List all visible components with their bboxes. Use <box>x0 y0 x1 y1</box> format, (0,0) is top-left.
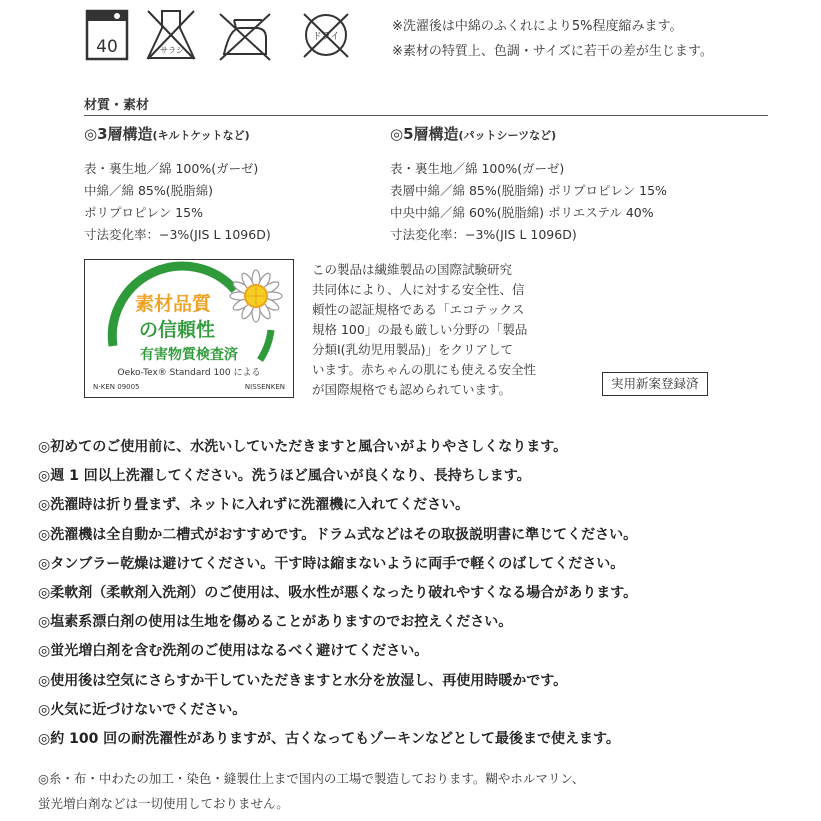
footer-line: ◎糸・布・中わたの加工・染色・縫製仕上まで国内の工場で製造しております。糊やホルマリン、 <box>38 771 585 786</box>
five-layer-heading <box>390 122 667 148</box>
three-layer-heading <box>84 122 271 148</box>
spec-line: 中央中綿／綿 60%(脱脂綿) ポリエステル 40% <box>390 205 654 220</box>
note-line: ※素材の特質上、色調・サイズに若干の差が生じます。 <box>392 44 713 59</box>
description-line: が国際規格でも認められています。 <box>312 382 512 397</box>
care-item: ◎週 1 回以上洗濯してください。洗うほど風合いが良くなり、長持ちします。 <box>38 468 531 485</box>
dryclean-label: ドライ <box>312 32 340 42</box>
three-layer-spec <box>84 122 271 246</box>
spec-line: 寸法変化率：−3%(JIS L 1096D) <box>84 227 271 242</box>
logo-banner: 有害物質検査済 <box>140 347 238 363</box>
care-item: ◎火気に近づけないでください。 <box>38 701 247 718</box>
logo-standard: Oeko-Tex® Standard 100 による <box>117 368 261 378</box>
care-item: ◎使用後は空気にさらすか干していただきますと水分を放湿し、再使用時暖かです。 <box>38 672 568 689</box>
logo-line-2: の信頼性 <box>139 319 216 341</box>
materials-title: 材質・素材 <box>84 98 150 113</box>
logo-line-1: 素材品質 <box>135 293 212 315</box>
footer-line: 蛍光増白剤などは一切使用しておりません。 <box>38 796 289 811</box>
description-line: 規格 100」の最も厳しい分野の「製品 <box>312 322 528 337</box>
care-item: ◎洗濯時は折り畳まず、ネットに入れずに洗濯機に入れてください。 <box>38 497 470 514</box>
description-line: 分類Ⅰ(乳幼児用製品)」をクリアして <box>312 342 513 357</box>
registered-badge: 実用新案登録済 <box>602 372 708 396</box>
logo-org: NISSENKEN <box>244 383 285 391</box>
spec-line: 寸法変化率：−3%(JIS L 1096D) <box>390 227 577 242</box>
no-iron-icon <box>220 14 270 60</box>
description-line: 共同体により、人に対する安全性、信 <box>312 282 525 297</box>
logo-code: N-KEN 09005 <box>93 383 140 391</box>
spec-line: 表・裏生地／綿 100%(ガーゼ) <box>84 161 259 176</box>
oeko-description <box>312 260 536 400</box>
care-item: ◎タンブラー乾燥は避けてください。干す時は縮まないように両手で軽くのばしてください。 <box>38 555 625 572</box>
care-instructions <box>38 433 637 754</box>
spec-line: ポリプロピレン 15% <box>84 205 203 220</box>
care-item: ◎柔軟剤（柔軟剤入洗剤）のご使用は、吸水性が悪くなったり破れやすくなる場合があります。 <box>38 585 638 602</box>
wash-40-icon <box>87 11 127 59</box>
three-layer-subtitle: (キルトケットなど) <box>152 129 250 142</box>
shrink-notes <box>392 14 713 64</box>
description-line: この製品は繊維製品の国際試験研究 <box>312 262 513 277</box>
spec-line: 表・裏生地／綿 100%(ガーゼ) <box>390 161 565 176</box>
wash-temp-label: 40 <box>96 37 118 57</box>
five-layer-spec <box>390 122 667 246</box>
care-item: ◎洗濯機は全自動か二槽式がおすすめです。ドラム式などはその取扱説明書に準じてください。 <box>38 526 638 543</box>
description-line: います。赤ちゃんの肌にも使える安全性 <box>312 362 537 377</box>
five-layer-title: ◎5層構造 <box>390 125 459 143</box>
bleach-label: サラシ <box>160 46 184 55</box>
spec-line: 表層中綿／綿 85%(脱脂綿) ポリプロピレン 15% <box>390 183 667 198</box>
care-item: ◎塩素系漂白剤の使用は生地を傷めることがありますのでお控えください。 <box>38 614 513 631</box>
three-layer-title: ◎3層構造 <box>84 125 153 143</box>
care-item: ◎蛍光増白剤を含む洗剤のご使用はなるべく避けてください。 <box>38 643 429 660</box>
description-line: 頼性の認証規格である「エコテックス <box>312 302 525 317</box>
five-layer-subtitle: (パットシーツなど) <box>458 129 557 142</box>
oeko-tex-logo <box>84 259 294 398</box>
manufacturing-note <box>38 766 584 816</box>
no-dryclean-icon <box>304 14 348 57</box>
note-line: ※洗濯後は中綿のふくれにより5%程度縮みます。 <box>392 19 683 34</box>
care-symbols <box>84 6 374 66</box>
care-item: ◎初めてのご使用前に、水洗いしていただきますと風合いがよりやさしくなります。 <box>38 439 568 455</box>
no-bleach-icon <box>148 11 194 59</box>
spec-line: 中綿／綿 85%(脱脂綿) <box>84 183 214 198</box>
care-item: ◎約 100 回の耐洗濯性がありますが、古くなってもゾーキンなどとして最後まで使えます。 <box>38 731 620 748</box>
flower-icon <box>230 270 282 322</box>
materials-divider <box>84 115 768 116</box>
